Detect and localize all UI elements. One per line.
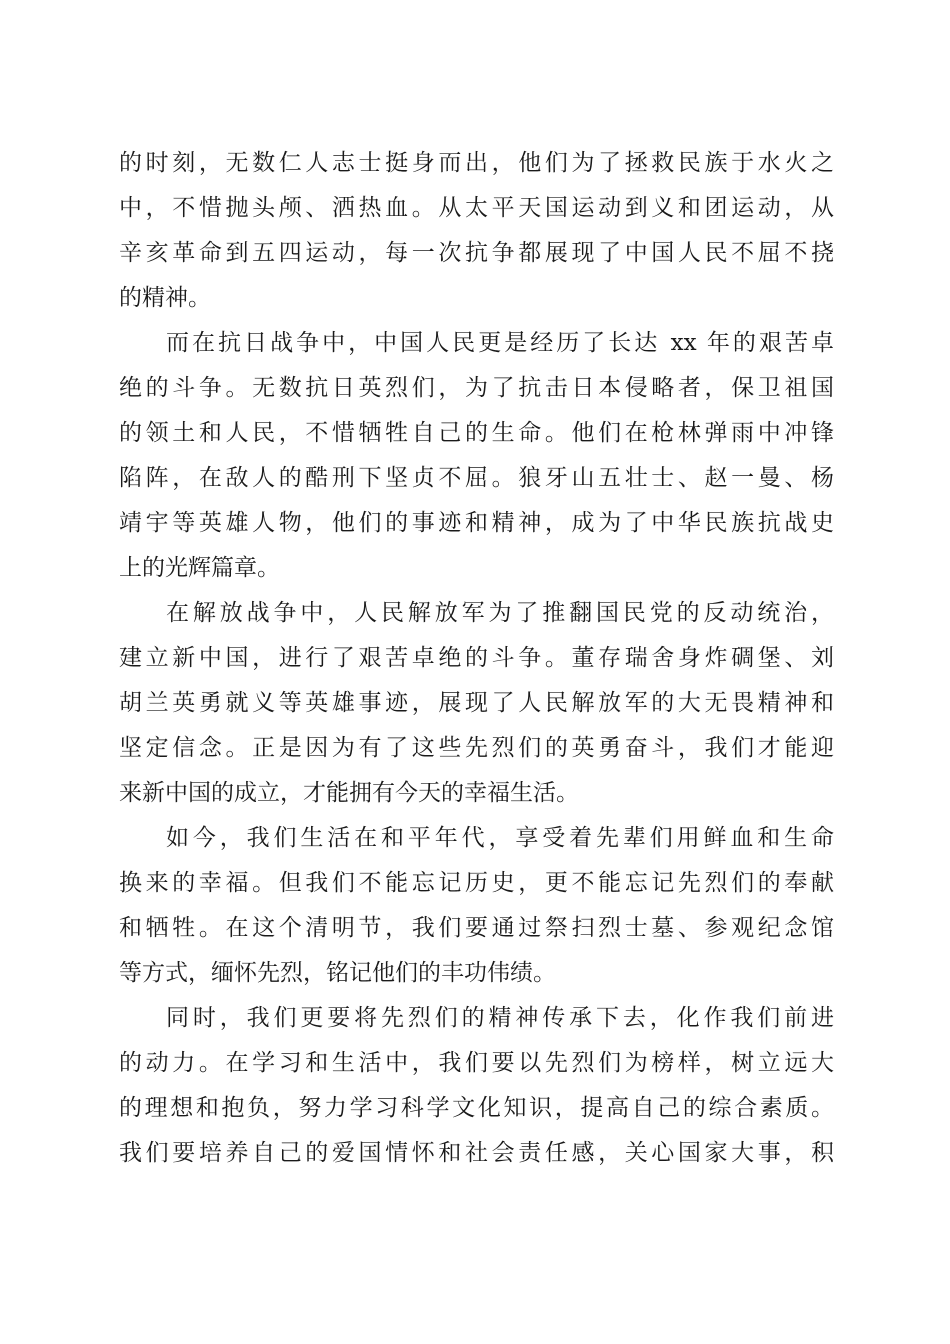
text-line: 陷阵，在敌人的酷刑下坚贞不屈。狼牙山五壮士、赵一曼、杨 <box>119 465 834 491</box>
text-line: 和牺牲。在这个清明节，我们要通过祭扫烈士墓、参观纪念馆 <box>119 915 834 941</box>
text-line: 建立新中国，进行了艰苦卓绝的斗争。董存瑞舍身炸碉堡、刘 <box>119 645 834 671</box>
text-line: 的动力。在学习和生活中，我们要以先烈们为榜样，树立远大 <box>119 1050 834 1076</box>
paragraph <box>119 591 834 816</box>
text-line: 胡兰英勇就义等英雄事迹，展现了人民解放军的大无畏精神和 <box>119 690 834 716</box>
paragraph <box>119 816 834 996</box>
text-line: 等方式，缅怀先烈，铭记他们的丰功伟绩。 <box>119 960 556 986</box>
text-line: 中，不惜抛头颅、洒热血。从太平天国运动到义和团运动，从 <box>119 195 834 221</box>
text-line: 上的光辉篇章。 <box>119 555 280 581</box>
text-line: 坚定信念。正是因为有了这些先烈们的英勇奋斗，我们才能迎 <box>119 735 834 761</box>
text-line: 我们要培养自己的爱国情怀和社会责任感，关心国家大事，积 <box>119 1140 834 1166</box>
text-line: 换来的幸福。但我们不能忘记历史，更不能忘记先烈们的奉献 <box>119 870 834 896</box>
text-line: 同时，我们更要将先烈们的精神传承下去，化作我们前进 <box>166 1005 834 1031</box>
text-line: 靖宇等英雄人物，他们的事迹和精神，成为了中华民族抗战史 <box>119 510 834 536</box>
text-line: 的领土和人民，不惜牺牲自己的生命。他们在枪林弹雨中冲锋 <box>119 420 834 446</box>
text-line: 辛亥革命到五四运动，每一次抗争都展现了中国人民不屈不挠 <box>119 240 834 266</box>
text-line: 的理想和抱负，努力学习科学文化知识，提高自己的综合素质。 <box>119 1095 834 1121</box>
text-line: 如今，我们生活在和平年代，享受着先辈们用鲜血和生命 <box>166 825 834 851</box>
paragraph <box>119 996 834 1176</box>
body-text <box>119 141 834 1176</box>
paragraph <box>119 141 834 321</box>
text-line: 的精神。 <box>119 285 211 311</box>
text-line: 来新中国的成立，才能拥有今天的幸福生活。 <box>119 780 579 806</box>
paragraph <box>119 321 834 591</box>
text-line: 而在抗日战争中，中国人民更是经历了长达 xx 年的艰苦卓 <box>166 330 834 356</box>
text-line: 在解放战争中，人民解放军为了推翻国民党的反动统治， <box>166 600 834 626</box>
text-line: 绝的斗争。无数抗日英烈们，为了抗击日本侵略者，保卫祖国 <box>119 375 834 401</box>
text-line: 的时刻，无数仁人志士挺身而出，他们为了拯救民族于水火之 <box>119 150 834 176</box>
